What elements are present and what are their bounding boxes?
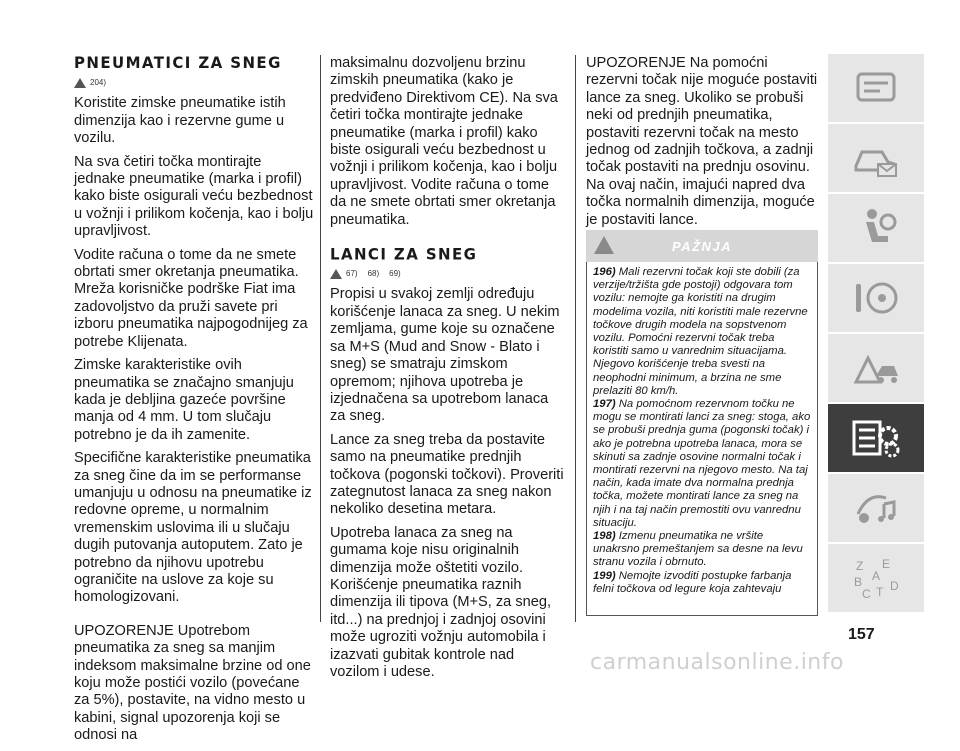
attention-item-text: Izmenu pneumatika ne vršite unakrsno premeštanjem sa desne na levu stranu vozila i obrnuto. xyxy=(593,530,803,569)
attention-item-number: 197) xyxy=(593,398,616,411)
column-divider xyxy=(320,55,321,622)
attention-item xyxy=(593,530,811,570)
section-title-snow-chains: LANCI ZA SNEG xyxy=(330,244,478,264)
attention-item xyxy=(593,398,811,530)
attention-item-text: Nemojte izvoditi postupke farbanja felni točkova od legure koja zahtevaju xyxy=(593,569,792,595)
attention-box xyxy=(586,230,818,616)
tab-index[interactable] xyxy=(828,544,924,612)
reference-row xyxy=(330,265,566,282)
column-1 xyxy=(74,54,314,751)
tab-emergency[interactable] xyxy=(828,334,924,402)
reference-number: 68) xyxy=(367,269,380,279)
page-number: 157 xyxy=(848,626,875,643)
paragraph: Zimske karakteristike ovih pneumatika se značajno smanjuju kada je debljina gazeće površine manja od 4 mm. U tom slučaju potrebno je da ih zamenite. xyxy=(74,357,294,443)
index-letter: Z xyxy=(856,559,864,573)
reference-number: 69) xyxy=(389,269,401,279)
tab-multimedia[interactable] xyxy=(828,474,924,542)
section-title-snow-tyres: PNEUMATICI ZA SNEG xyxy=(74,53,282,73)
attention-item-number: 198) xyxy=(593,530,616,543)
attention-title: PAŽNJA xyxy=(671,238,733,254)
index-letter: E xyxy=(882,557,891,571)
paragraph: Upotreba lanaca za sneg na gumama koje nisu originalnih dimenzija može oštetiti vozilo. Korišćenje pneumatika raznih dimenzija ili tipova (M+S, za sneg, itd...) na prednjoj i zadnjoj osovini može ugroziti vožnju automobila i izazvati gubitak kontrole nad vozilom i udese. xyxy=(330,524,552,680)
watermark: carmanualsonline.info xyxy=(590,650,844,675)
airbag-seat-icon xyxy=(848,204,904,252)
maintenance-gear-icon xyxy=(848,414,904,462)
attention-item-text: Mali rezervni točak koji ste dobili (za verzije/tržišta gde postoji) odgovara tom vozilu: nemojte ga koristiti na drugim modelima vozila, niti koristiti male rezervne točkove drugih modela na sopstvenom vozilu. Pomoćni rezervni točak treba koristiti samo u vanrednim situacijama. Njegovo korišćenje treba svesti na neophodni minimum, a brzina ne sme prelaziti 80 km/h. xyxy=(593,266,808,397)
attention-item xyxy=(593,266,811,398)
tab-dashboard[interactable] xyxy=(828,54,924,122)
car-dashboard-icon xyxy=(848,64,904,112)
paragraph: Lance za sneg treba da postavite samo na pneumatike prednjih točkova (pogonski točkovi). Proveriti zategnutost lanaca za sneg nakon nekoliko desetina metara. xyxy=(330,431,564,518)
attention-item-text: Na pomoćnom rezervnom točku ne mogu se montirati lanci za sneg: stoga, ako se probuši prednja guma (pogonski točak) i ako je potrebna upotreba lanaca, mora se skinuti sa zadnje osovine normalni točak i montirati rezervni na njegovo mesto. Na taj način, kada imate dva normalna prednja točka, možete montirati lance za sneg na njih i na taj način premostiti ovu vanrednu situaciju. xyxy=(593,398,811,529)
car-music-icon xyxy=(848,484,904,532)
paragraph: Koristite zimske pneumatike istih dimenzija kao i rezervne gume u vozilu. xyxy=(74,95,286,147)
attention-body xyxy=(586,262,818,616)
chapter-tabs xyxy=(828,54,924,614)
attention-item xyxy=(593,570,811,596)
paragraph: Specifične karakteristike pneumatika za sneg čine da im se performanse umanjuju u odnosu na pneumatike iz redovne opreme, u normalnim vremenskim uslovima ili u slučaju dugih putovanja autoputem. Zato je potrebno da njihovu upotrebu ograničite na uslove za koje su homologizovani. xyxy=(74,450,312,606)
index-letter: T xyxy=(876,585,884,599)
tab-safety[interactable] xyxy=(828,194,924,262)
index-letter: A xyxy=(872,569,881,583)
column-2 xyxy=(330,55,566,687)
paragraph-warning: UPOZORENJE Na pomoćni rezervni točak nije moguće postaviti lance za sneg. Ukoliko se probuši neki od prednjih pneumatika, postaviti rezervni točak na mesto jednog od zadnjih točkova, a zadnji točak postaviti na prednju osovinu. Na ovaj način, imajući napred dva točka normalnih dimenzija, moguće je postaviti lance. xyxy=(586,55,818,228)
paragraph: maksimalnu dozvoljenu brzinu zimskih pneumatika (kako je predviđeno Direktivom CE). Na sva četiri točka montirajte jednake pneumatike (marka i profil) kako biste osigurali veću bezbednost u vožnji i prilikom kočenja, kao i bolju upravljivost. Vodite računa o tome da ne smete obrtati smer okretanja pneumatika. xyxy=(330,55,558,228)
attention-item-number: 196) xyxy=(593,266,616,278)
attention-item-number: 199) xyxy=(593,569,616,582)
column-3 xyxy=(586,55,820,235)
paragraph: Na sva četiri točka montirajte jednake pneumatike (marka i profil) kako biste osigurali veću bezbednost u vožnji i prilikom kočenja, kao i bolju upravljivost. xyxy=(74,153,314,240)
car-mail-icon xyxy=(848,134,904,182)
reference-number: 204) xyxy=(90,78,107,87)
index-letter: C xyxy=(862,587,871,601)
warning-triangle-icon xyxy=(594,236,614,254)
column-divider xyxy=(575,55,576,622)
tab-driving[interactable] xyxy=(828,264,924,332)
attention-header xyxy=(586,230,818,262)
reference-number: 67) xyxy=(346,269,358,279)
index-letter: D xyxy=(890,579,899,593)
paragraph: Propisi u svakoj zemlji određuju korišćenje lanaca za sneg. U nekim zemljama, gume koje su označene sa M+S (Mud and Snow - Blato i sneg) se smatraju zimskom opremom; njihova upotreba je izjednačena sa upotrebom lanaca za sneg. xyxy=(330,286,560,425)
roadside-warning-icon xyxy=(848,344,904,392)
steering-tools-icon xyxy=(848,274,904,322)
tab-car-info[interactable] xyxy=(828,124,924,192)
tab-maintenance[interactable] xyxy=(828,404,924,472)
index-letter: B xyxy=(854,575,863,589)
warning-triangle-icon xyxy=(74,78,86,88)
paragraph-warning: UPOZORENJE Upotrebom pneumatika za sneg sa manjim indeksom maksimalne brzine od one koju može postići vozilo (povećane za 5%), postavite, na vidno mesto u kabini, signal upozorenja koji se odnosi na xyxy=(74,622,311,744)
reference-row xyxy=(74,74,314,91)
paragraph: Vodite računa o tome da ne smete obrtati smer okretanja pneumatika. Mreža korisničke podrške Fiat ima zadovoljstvo da pruži savete pri izboru pneumatika najpogodnijeg za potrebe Klijenata. xyxy=(74,246,308,350)
warning-triangle-icon xyxy=(330,269,342,279)
index-letters-icon xyxy=(848,554,904,602)
